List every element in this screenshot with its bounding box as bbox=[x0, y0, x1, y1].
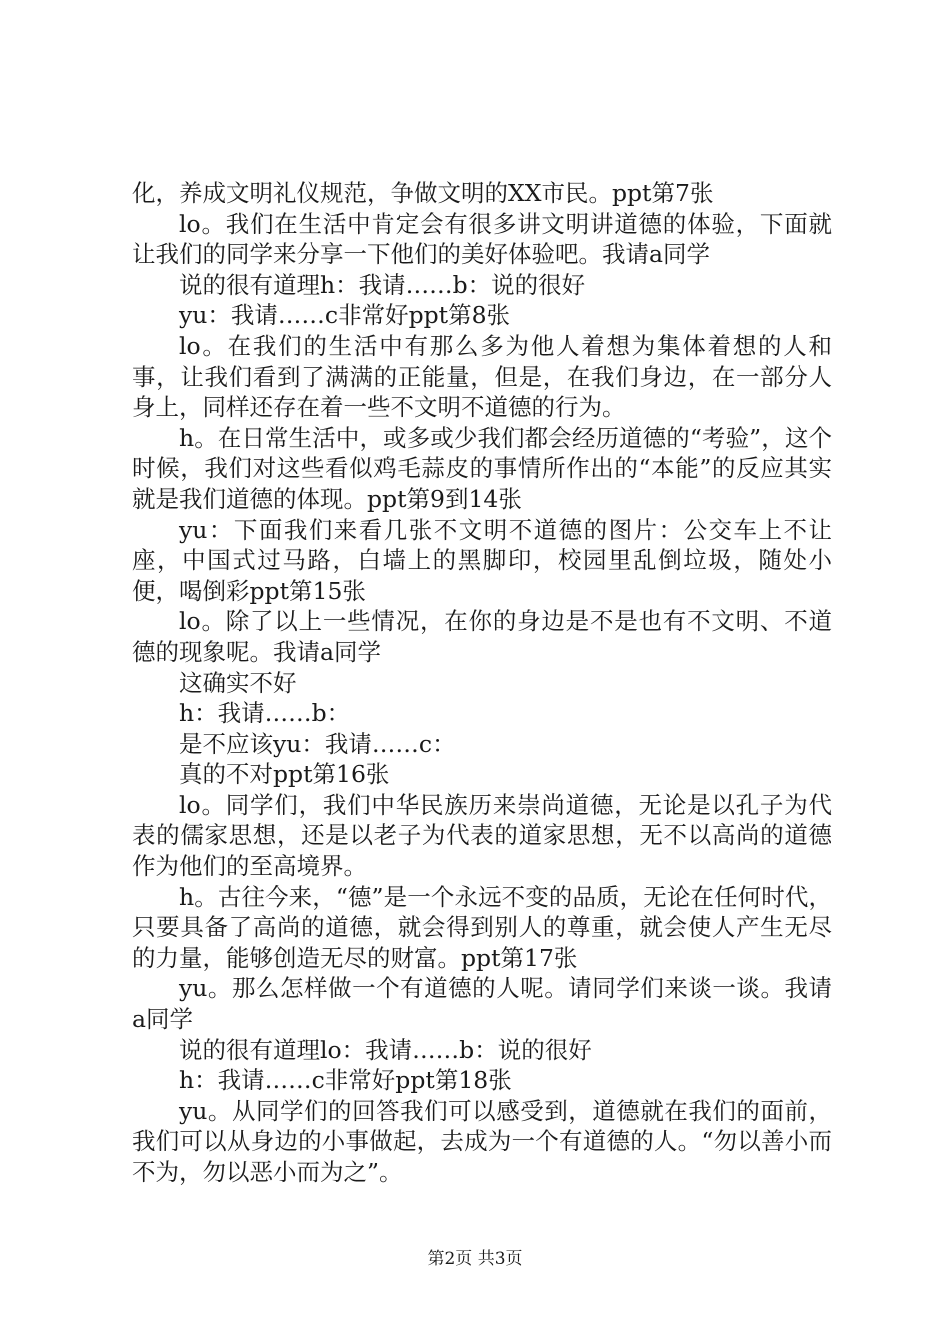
paragraph: h。在日常生活中，或多或少我们都会经历道德的“考验”，这个时候，我们对这些看似鸡毛蒜皮的事情所作出的“本能”的反应其实就是我们道德的体现。ppt第9到14张 bbox=[132, 423, 832, 513]
paragraph: lo。我们在生活中肯定会有很多讲文明讲道德的体验，下面就让我们的同学来分享一下他们的美好体验吧。我请a同学 bbox=[132, 209, 832, 269]
paragraph: lo。在我们的生活中有那么多为他人着想为集体着想的人和事，让我们看到了满满的正能量，但是，在我们身边，在一部分人身上，同样还存在着一些不文明不道德的行为。 bbox=[132, 331, 832, 422]
paragraph: 化，养成文明礼仪规范，争做文明的XX市民。ppt第7张 bbox=[132, 179, 714, 207]
paragraph: yu。那么怎样做一个有道德的人呢。请同学们来谈一谈。我请a同学 bbox=[132, 974, 832, 1034]
paragraph: 说的很有道理lo：我请……b：说的很好 bbox=[179, 1035, 592, 1064]
paragraph: 真的不对ppt第16张 bbox=[179, 760, 390, 789]
paragraph: 说的很有道理h：我请……b：说的很好 bbox=[179, 270, 586, 299]
paragraph: 这确实不好 bbox=[179, 668, 297, 697]
paragraph: h。古往今来，“德”是一个永远不变的品质，无论在任何时代，只要具备了高尚的道德，就会得到别人的尊重，就会使人产生无尽的力量，能够创造无尽的财富。ppt第17张 bbox=[132, 882, 832, 972]
paragraph: lo。除了以上一些情况，在你的身边是不是也有不文明、不道德的现象呢。我请a同学 bbox=[132, 607, 832, 666]
paragraph: 是不应该yu：我请……c： bbox=[179, 729, 456, 758]
paragraph: h：我请……b： bbox=[179, 699, 351, 728]
page-footer: 第2页 共3页 bbox=[427, 1249, 523, 1269]
paragraph: yu：下面我们来看几张不文明不道德的图片：公交车上不让座，中国式过马路，白墙上的黑脚印，校园里乱倒垃圾，随处小便，喝倒彩ppt第15张 bbox=[132, 515, 832, 605]
body-text bbox=[132, 178, 832, 1188]
paragraph: lo。同学们，我们中华民族历来崇尚道德，无论是以孔子为代表的儒家思想，还是以老子为代表的道家思想，无不以高尚的道德作为他们的至高境界。 bbox=[132, 790, 832, 881]
paragraph: yu：我请……c非常好ppt第8张 bbox=[179, 301, 511, 330]
paragraph: h：我请……c非常好ppt第18张 bbox=[179, 1066, 512, 1095]
paragraph: yu。从同学们的回答我们可以感受到，道德就在我们的面前，我们可以从身边的小事做起，去成为一个有道德的人。“勿以善小而不为，勿以恶小而为之”。 bbox=[132, 1096, 832, 1186]
